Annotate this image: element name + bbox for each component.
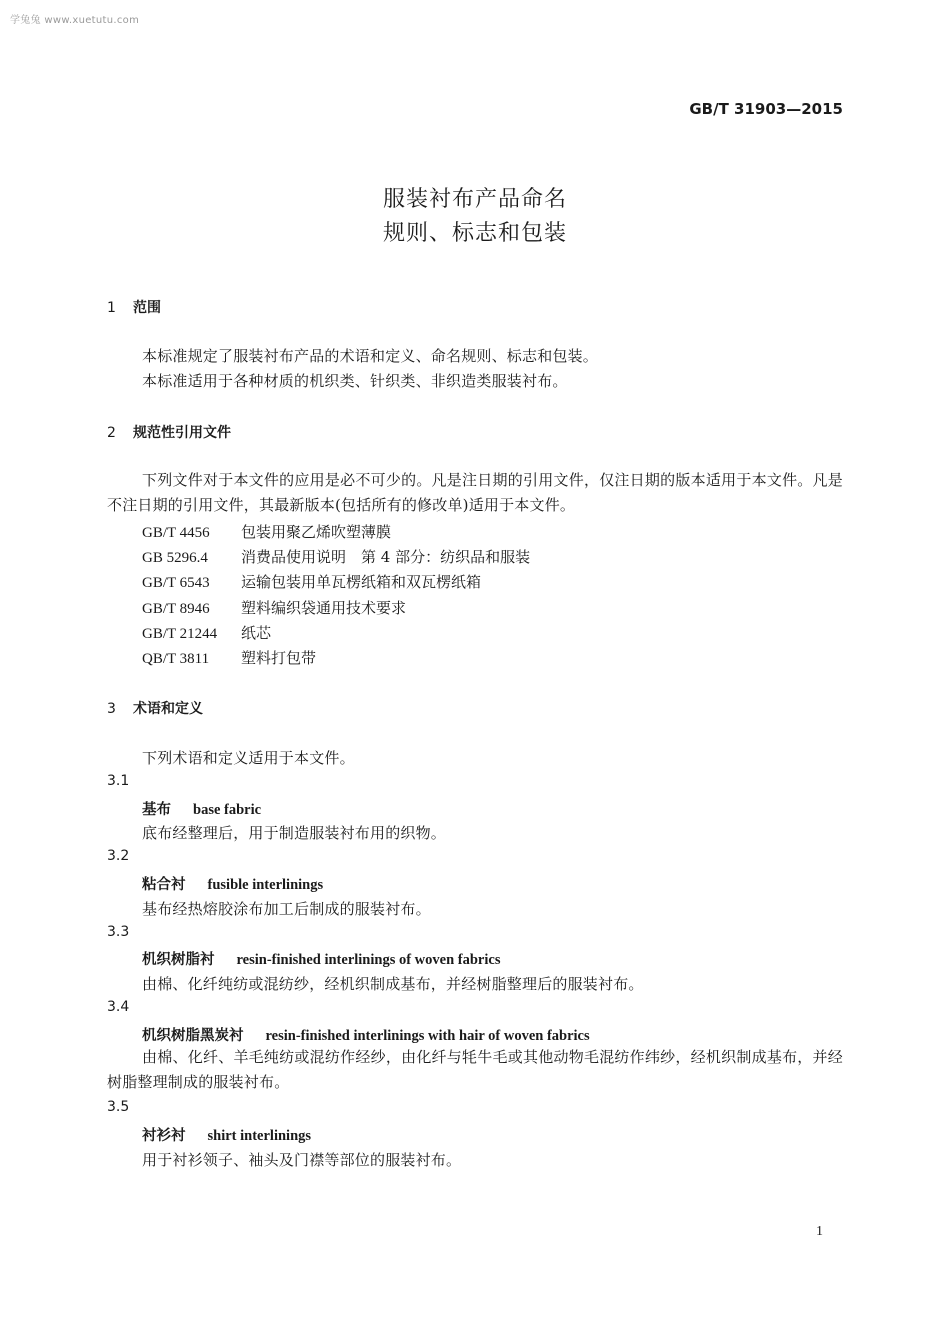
section-2-heading <box>107 422 231 442</box>
section-number: 1 <box>107 300 116 316</box>
reference-title: 纸芯 <box>241 624 272 642</box>
term-en: fusible interlinings <box>207 877 324 893</box>
term-definition: 用于衬衫领子、袖头及门襟等部位的服装衬布。 <box>142 1151 462 1169</box>
references-intro: 下列文件对于本文件的应用是必不可少的。凡是注日期的引用文件，仅注日期的版本适用于本文件。凡是不注日期的引用文件，其最新版本(包括所有的修改单)适用于本文件。 <box>107 471 843 514</box>
section-number: 2 <box>107 425 116 441</box>
reference-item <box>142 647 316 668</box>
reference-code: GB/T 4456 <box>142 525 210 541</box>
term-en: resin-finished interlinings of woven fabrics <box>236 952 501 968</box>
reference-title: 消费品使用说明 第 4 部分：纺织品和服装 <box>241 548 531 566</box>
term-heading <box>142 798 261 819</box>
term-en: shirt interlinings <box>207 1128 312 1144</box>
term-definition: 由棉、化纤、羊毛纯纺或混纺作经纱，由化纤与牦牛毛或其他动物毛混纺作纬纱，经机织制成基布，并经树脂整理制成的服装衬布。 <box>107 1048 843 1091</box>
document-title-line2: 规则、标志和包装 <box>382 221 567 246</box>
term-definition: 底布经整理后，用于制造服装衬布用的织物。 <box>142 824 447 842</box>
scope-paragraph-1: 本标准规定了服装衬布产品的术语和定义、命名规则、标志和包装。 <box>142 347 599 365</box>
term-heading <box>142 948 500 969</box>
reference-title: 塑料编织袋通用技术要求 <box>241 599 407 617</box>
reference-title: 运输包装用单瓦楞纸箱和双瓦楞纸箱 <box>241 573 482 591</box>
reference-item <box>142 622 271 643</box>
section-title: 规范性引用文件 <box>133 425 231 441</box>
term-zh: 基布 <box>142 802 171 818</box>
term-zh: 衬衫衬 <box>142 1128 186 1144</box>
term-en: base fabric <box>193 802 262 818</box>
clause-number: 3.4 <box>107 999 130 1015</box>
reference-code: QB/T 3811 <box>142 651 210 667</box>
section-number: 3 <box>107 701 116 717</box>
reference-code: GB/T 6543 <box>142 575 210 591</box>
clause-number: 3.2 <box>107 848 130 864</box>
term-heading <box>142 873 323 894</box>
clause-number: 3.3 <box>107 924 130 940</box>
reference-code: GB/T 8946 <box>142 601 210 617</box>
reference-code: GB 5296.4 <box>142 550 208 566</box>
term-zh: 机织树脂黑炭衬 <box>142 1028 244 1044</box>
standard-number: GB/T 31903—2015 <box>689 100 843 118</box>
page-number: 1 <box>816 1224 823 1239</box>
term-heading <box>142 1124 311 1145</box>
section-title: 术语和定义 <box>133 701 203 717</box>
term-en: resin-finished interlinings with hair of woven fabrics <box>265 1028 590 1044</box>
clause-number: 3.5 <box>107 1099 130 1115</box>
reference-item <box>142 571 481 592</box>
section-3-heading <box>107 698 203 718</box>
reference-title: 塑料打包带 <box>241 649 317 667</box>
reference-item <box>142 597 406 618</box>
term-zh: 机织树脂衬 <box>142 952 215 968</box>
section-title: 范围 <box>133 300 161 316</box>
reference-item <box>142 521 391 542</box>
term-definition: 基布经热熔胶涂布加工后制成的服装衬布。 <box>142 900 431 918</box>
clause-number: 3.1 <box>107 773 130 789</box>
reference-item <box>142 546 530 567</box>
section-1-heading <box>107 297 161 317</box>
terms-intro: 下列术语和定义适用于本文件。 <box>142 749 355 767</box>
scope-paragraph-2: 本标准适用于各种材质的机织类、针织类、非织造类服装衬布。 <box>142 372 568 390</box>
document-title-line1: 服装衬布产品命名 <box>382 187 567 212</box>
term-zh: 粘合衬 <box>142 877 186 893</box>
reference-title: 包装用聚乙烯吹塑薄膜 <box>241 523 392 541</box>
term-definition: 由棉、化纤纯纺或混纺纱，经机织制成基布，并经树脂整理后的服装衬布。 <box>142 975 644 993</box>
reference-code: GB/T 21244 <box>142 626 218 642</box>
watermark: 学兔兔 www.xuetutu.com <box>10 15 140 26</box>
term-heading <box>142 1024 590 1045</box>
